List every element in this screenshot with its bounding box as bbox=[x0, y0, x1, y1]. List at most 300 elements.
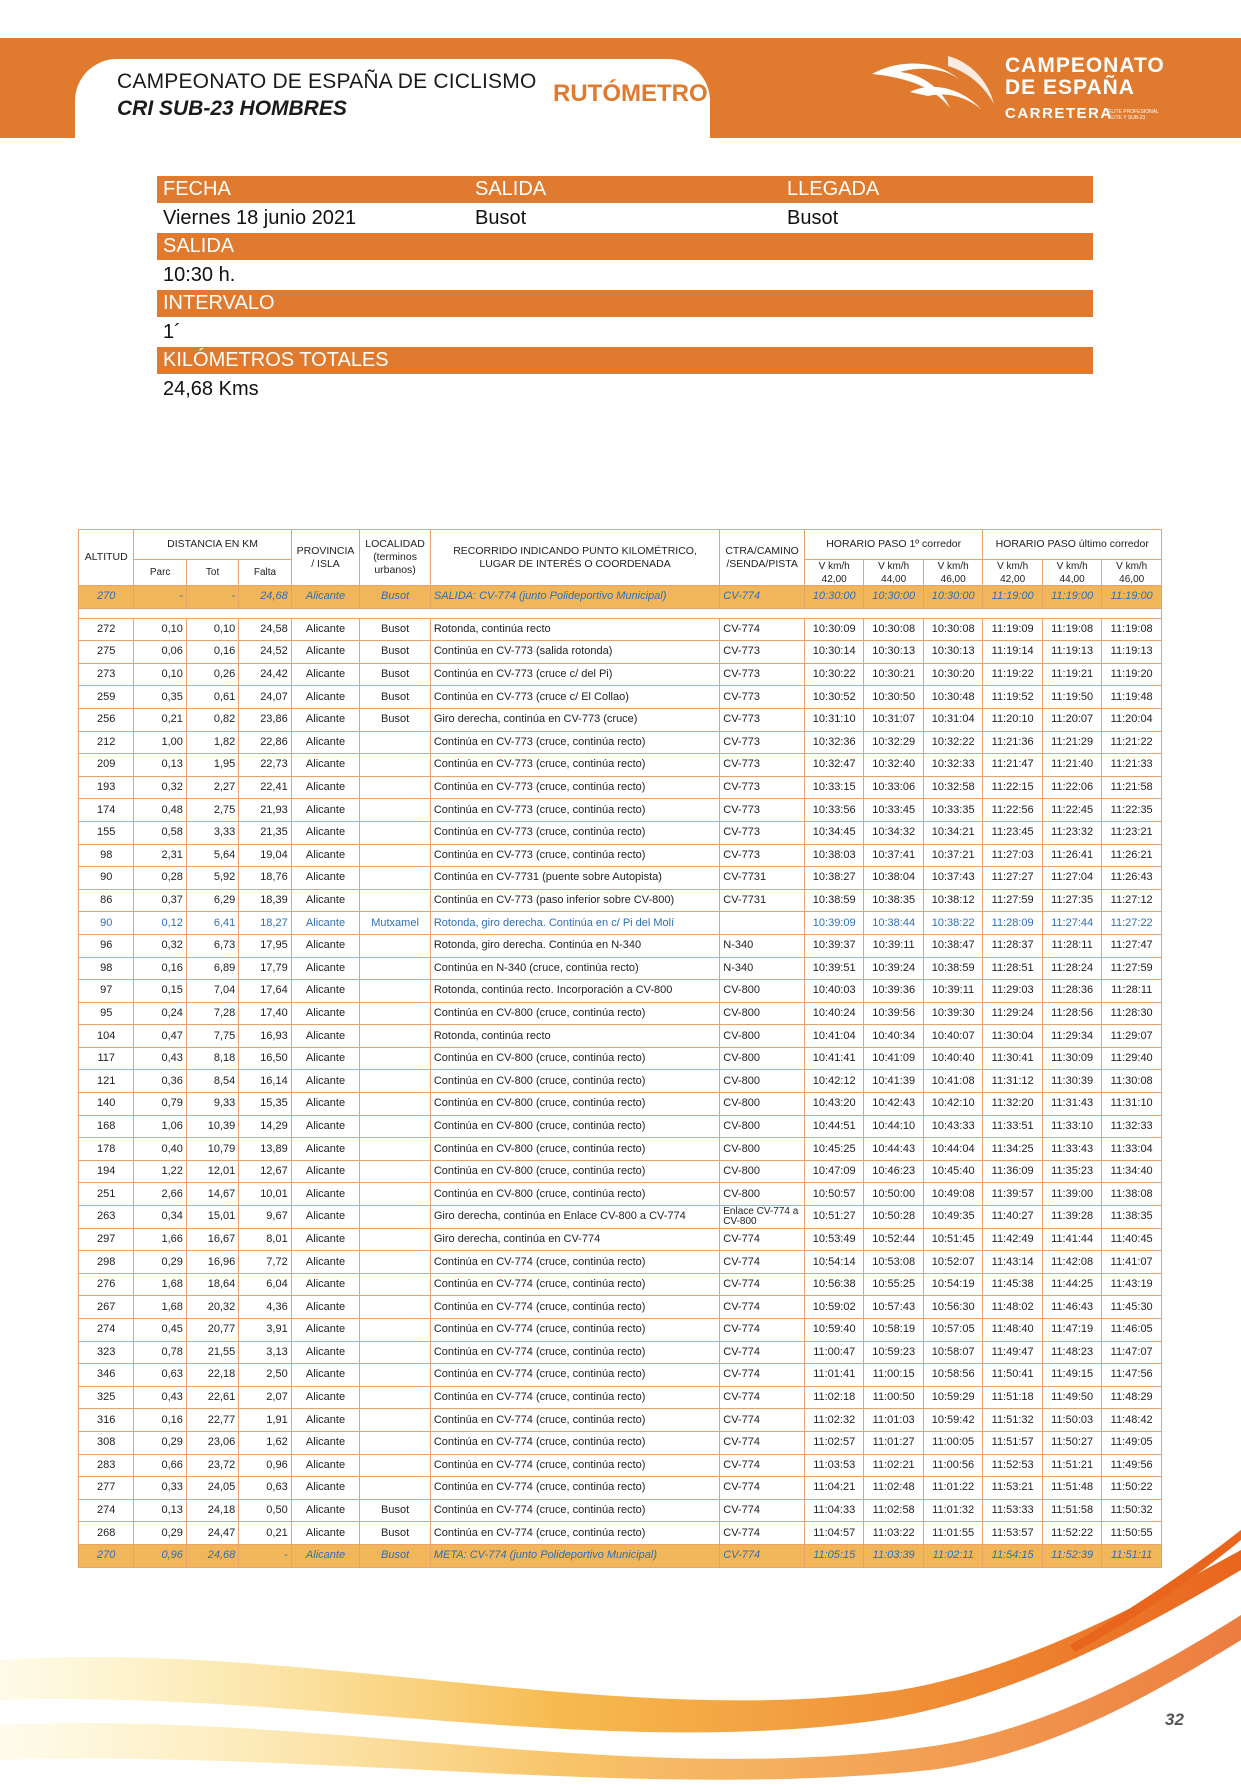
table-cell: 11:01:55 bbox=[923, 1522, 982, 1545]
table-cell: Alicante bbox=[291, 1273, 360, 1296]
table-cell bbox=[360, 1364, 431, 1387]
table-cell: 10:57:05 bbox=[923, 1319, 982, 1342]
table-cell: 11:51:21 bbox=[1042, 1454, 1101, 1477]
table-cell: 10:41:09 bbox=[864, 1047, 923, 1070]
table-cell: 251 bbox=[79, 1183, 134, 1206]
table-cell: Continúa en CV-800 (cruce, continúa recto) bbox=[430, 1138, 719, 1161]
table-cell: 10:45:25 bbox=[804, 1138, 863, 1161]
table-cell: 11:50:03 bbox=[1042, 1409, 1101, 1432]
table-cell: Alicante bbox=[291, 1070, 360, 1093]
table-cell: Continúa en CV-773 (cruce, continúa recto) bbox=[430, 799, 719, 822]
table-cell: 11:47:56 bbox=[1102, 1364, 1162, 1387]
table-cell: 10:34:45 bbox=[804, 821, 863, 844]
table-cell: 297 bbox=[79, 1228, 134, 1251]
table-cell: 11:23:32 bbox=[1042, 821, 1101, 844]
table-cell: 11:53:21 bbox=[983, 1477, 1042, 1500]
table-cell: 0,16 bbox=[134, 1409, 186, 1432]
table-cell: 11:27:59 bbox=[1102, 957, 1162, 980]
llegada-value: Busot bbox=[787, 207, 839, 229]
salida-label: SALIDA bbox=[475, 178, 547, 200]
table-cell: 11:21:58 bbox=[1102, 776, 1162, 799]
km-row bbox=[157, 374, 1093, 404]
table-cell: 263 bbox=[79, 1206, 134, 1229]
table-cell: Alicante bbox=[291, 1544, 360, 1567]
table-row bbox=[79, 1386, 1162, 1409]
table-cell: 11:30:08 bbox=[1102, 1070, 1162, 1093]
table-row bbox=[79, 1025, 1162, 1048]
table-cell: 22,18 bbox=[186, 1364, 238, 1387]
table-cell: 7,75 bbox=[186, 1025, 238, 1048]
table-cell: 11:48:42 bbox=[1102, 1409, 1162, 1432]
table-cell bbox=[360, 1431, 431, 1454]
page-number: 32 bbox=[1165, 1710, 1184, 1729]
table-cell bbox=[360, 1070, 431, 1093]
table-cell: Continúa en CV-800 (cruce, continúa recto) bbox=[430, 1115, 719, 1138]
table-cell bbox=[360, 821, 431, 844]
table-cell: CV-774 bbox=[720, 1364, 805, 1387]
table-cell: 11:02:58 bbox=[864, 1499, 923, 1522]
table-cell: 10:51:45 bbox=[923, 1228, 982, 1251]
table-cell: 0,29 bbox=[134, 1522, 186, 1545]
table-cell: 274 bbox=[79, 1499, 134, 1522]
table-cell: 0,34 bbox=[134, 1206, 186, 1229]
table-cell: Alicante bbox=[291, 618, 360, 641]
table-cell bbox=[360, 844, 431, 867]
table-cell: 10:30:00 bbox=[804, 586, 863, 609]
table-cell: 10:40:40 bbox=[923, 1047, 982, 1070]
table-cell bbox=[360, 1138, 431, 1161]
table-cell: CV-7731 bbox=[720, 889, 805, 912]
table-cell: 10:38:22 bbox=[923, 912, 982, 935]
table-cell: 117 bbox=[79, 1047, 134, 1070]
start-row bbox=[79, 586, 1162, 609]
table-cell: 11:26:43 bbox=[1102, 867, 1162, 890]
table-cell: 8,54 bbox=[186, 1070, 238, 1093]
table-row bbox=[79, 1047, 1162, 1070]
intervalo-label: INTERVALO bbox=[163, 292, 275, 314]
table-cell: 11:48:23 bbox=[1042, 1341, 1101, 1364]
table-cell: 256 bbox=[79, 708, 134, 731]
table-cell: 9,67 bbox=[239, 1206, 291, 1229]
table-cell: 11:49:47 bbox=[983, 1341, 1042, 1364]
table-cell: Continúa en CV-774 (cruce, continúa recto) bbox=[430, 1341, 719, 1364]
table-cell: 0,63 bbox=[134, 1364, 186, 1387]
table-cell: 2,07 bbox=[239, 1386, 291, 1409]
table-cell: 275 bbox=[79, 641, 134, 664]
table-cell: 24,52 bbox=[239, 641, 291, 664]
table-cell: 24,18 bbox=[186, 1499, 238, 1522]
table-cell: 268 bbox=[79, 1522, 134, 1545]
table-cell: 0,24 bbox=[134, 1002, 186, 1025]
table-cell bbox=[360, 731, 431, 754]
table-cell bbox=[360, 934, 431, 957]
table-cell: CV-774 bbox=[720, 618, 805, 641]
table-cell: 10:32:33 bbox=[923, 754, 982, 777]
table-cell bbox=[360, 1319, 431, 1342]
speed-value: 42,00 bbox=[804, 574, 863, 586]
table-cell: 11:29:40 bbox=[1102, 1047, 1162, 1070]
table-cell: 12,67 bbox=[239, 1160, 291, 1183]
table-cell: 6,73 bbox=[186, 934, 238, 957]
table-cell: 10:39:11 bbox=[923, 980, 982, 1003]
table-cell: Continúa en CV-800 (cruce, continúa recto) bbox=[430, 1093, 719, 1116]
table-cell: 11:01:27 bbox=[864, 1431, 923, 1454]
table-cell: 10:56:30 bbox=[923, 1296, 982, 1319]
table-cell: 10:30:09 bbox=[804, 618, 863, 641]
table-cell: 11:27:27 bbox=[983, 867, 1042, 890]
table-cell: Busot bbox=[360, 641, 431, 664]
table-cell: Alicante bbox=[291, 844, 360, 867]
table-cell: 11:40:45 bbox=[1102, 1228, 1162, 1251]
table-cell: 11:35:23 bbox=[1042, 1160, 1101, 1183]
table-row bbox=[79, 799, 1162, 822]
table-cell: 17,64 bbox=[239, 980, 291, 1003]
table-cell: CV-800 bbox=[720, 1160, 805, 1183]
table-cell: 11:19:08 bbox=[1042, 618, 1101, 641]
table-cell bbox=[360, 1251, 431, 1274]
table-cell: Continúa en CV-773 (cruce, continúa recto) bbox=[430, 754, 719, 777]
table-cell: 11:19:20 bbox=[1102, 663, 1162, 686]
km-value: 24,68 Kms bbox=[163, 378, 259, 400]
table-cell: Continúa en CV-774 (cruce, continúa recto) bbox=[430, 1364, 719, 1387]
table-cell: 11:32:20 bbox=[983, 1093, 1042, 1116]
table-cell: 0,21 bbox=[134, 708, 186, 731]
table-cell: 11:51:18 bbox=[983, 1386, 1042, 1409]
intervalo-row bbox=[157, 317, 1093, 347]
table-cell: 11:28:37 bbox=[983, 934, 1042, 957]
table-cell: N-340 bbox=[720, 934, 805, 957]
table-cell: Continúa en CV-800 (cruce, continúa recto) bbox=[430, 1183, 719, 1206]
table-cell: 11:28:36 bbox=[1042, 980, 1101, 1003]
table-cell: 10:39:56 bbox=[864, 1002, 923, 1025]
table-cell: 10:32:58 bbox=[923, 776, 982, 799]
table-cell: 11:54:15 bbox=[983, 1544, 1042, 1567]
table-cell: 86 bbox=[79, 889, 134, 912]
table-cell: 10:38:04 bbox=[864, 867, 923, 890]
table-cell: 11:28:11 bbox=[1102, 980, 1162, 1003]
table-cell: 316 bbox=[79, 1409, 134, 1432]
table-cell: 11:53:57 bbox=[983, 1522, 1042, 1545]
table-cell: N-340 bbox=[720, 957, 805, 980]
table-cell: 7,28 bbox=[186, 1002, 238, 1025]
table-cell: 5,92 bbox=[186, 867, 238, 890]
table-cell: 6,41 bbox=[186, 912, 238, 935]
table-cell: 10:44:10 bbox=[864, 1115, 923, 1138]
table-cell: 6,29 bbox=[186, 889, 238, 912]
vkmh-label: V km/h bbox=[1102, 560, 1162, 574]
table-cell: 11:00:47 bbox=[804, 1341, 863, 1364]
table-cell: 11:30:09 bbox=[1042, 1047, 1101, 1070]
table-cell: 10:45:40 bbox=[923, 1160, 982, 1183]
table-cell: 11:21:40 bbox=[1042, 754, 1101, 777]
table-cell: 11:02:48 bbox=[864, 1477, 923, 1500]
table-cell: 10:59:40 bbox=[804, 1319, 863, 1342]
table-cell: 11:01:41 bbox=[804, 1364, 863, 1387]
intervalo-value: 1´ bbox=[163, 321, 181, 343]
table-cell: 276 bbox=[79, 1273, 134, 1296]
table-cell: 0,21 bbox=[239, 1522, 291, 1545]
table-cell: 0,28 bbox=[134, 867, 186, 890]
table-cell: Rotonda, continúa recto bbox=[430, 618, 719, 641]
table-cell: 11:19:21 bbox=[1042, 663, 1101, 686]
table-cell: 11:26:41 bbox=[1042, 844, 1101, 867]
table-cell: 15,01 bbox=[186, 1206, 238, 1229]
table-cell: 10:32:22 bbox=[923, 731, 982, 754]
table-cell: 11:51:58 bbox=[1042, 1499, 1101, 1522]
table-cell: Enlace CV-774 a CV-800 bbox=[720, 1206, 805, 1229]
col-tot: Tot bbox=[186, 560, 238, 586]
table-cell: 10:44:04 bbox=[923, 1138, 982, 1161]
table-cell: CV-774 bbox=[720, 1319, 805, 1342]
table-cell: 168 bbox=[79, 1115, 134, 1138]
table-cell: 10:38:59 bbox=[804, 889, 863, 912]
table-cell: 11:33:43 bbox=[1042, 1138, 1101, 1161]
table-cell: 10:30:00 bbox=[923, 586, 982, 609]
table-cell: 10:33:35 bbox=[923, 799, 982, 822]
table-cell: 10:30:08 bbox=[923, 618, 982, 641]
table-cell: 10:49:08 bbox=[923, 1183, 982, 1206]
table-cell: 11:48:02 bbox=[983, 1296, 1042, 1319]
table-cell: CV-800 bbox=[720, 1002, 805, 1025]
table-cell: Alicante bbox=[291, 912, 360, 935]
table-cell: 11:19:08 bbox=[1102, 618, 1162, 641]
table-cell: 10:42:12 bbox=[804, 1070, 863, 1093]
table-cell: 10:51:27 bbox=[804, 1206, 863, 1229]
table-row bbox=[79, 912, 1162, 935]
table-cell: 11:38:08 bbox=[1102, 1183, 1162, 1206]
table-cell: 10:40:24 bbox=[804, 1002, 863, 1025]
table-cell: 178 bbox=[79, 1138, 134, 1161]
table-cell: 10:44:43 bbox=[864, 1138, 923, 1161]
table-cell: 11:34:40 bbox=[1102, 1160, 1162, 1183]
table-cell: 11:27:47 bbox=[1102, 934, 1162, 957]
table-cell: Continúa en CV-773 (cruce, continúa recto) bbox=[430, 821, 719, 844]
table-cell: 194 bbox=[79, 1160, 134, 1183]
table-cell: 11:19:50 bbox=[1042, 686, 1101, 709]
table-cell: 11:21:22 bbox=[1102, 731, 1162, 754]
table-cell: 11:21:29 bbox=[1042, 731, 1101, 754]
table-cell: 12,01 bbox=[186, 1160, 238, 1183]
table-cell: 10:33:15 bbox=[804, 776, 863, 799]
table-row bbox=[79, 1431, 1162, 1454]
table-cell: 10:30:20 bbox=[923, 663, 982, 686]
table-cell: 17,79 bbox=[239, 957, 291, 980]
table-cell: 24,05 bbox=[186, 1477, 238, 1500]
table-cell: 0,96 bbox=[134, 1544, 186, 1567]
table-cell: 10:39:51 bbox=[804, 957, 863, 980]
table-cell: 308 bbox=[79, 1431, 134, 1454]
table-cell: 11:31:12 bbox=[983, 1070, 1042, 1093]
table-cell: 7,04 bbox=[186, 980, 238, 1003]
table-cell: 11:36:09 bbox=[983, 1160, 1042, 1183]
route-table bbox=[78, 529, 1162, 1568]
table-cell: 11:31:43 bbox=[1042, 1093, 1101, 1116]
table-cell: Rotonda, continúa recto bbox=[430, 1025, 719, 1048]
table-cell: 0,10 bbox=[134, 663, 186, 686]
table-cell: 11:52:39 bbox=[1042, 1544, 1101, 1567]
table-cell: 273 bbox=[79, 663, 134, 686]
table-cell: 11:21:36 bbox=[983, 731, 1042, 754]
table-row bbox=[79, 708, 1162, 731]
table-cell: 11:22:35 bbox=[1102, 799, 1162, 822]
table-cell: 11:29:03 bbox=[983, 980, 1042, 1003]
table-cell: CV-774 bbox=[720, 1409, 805, 1432]
table-cell: 11:19:13 bbox=[1102, 641, 1162, 664]
table-cell: 96 bbox=[79, 934, 134, 957]
table-cell: 0,63 bbox=[239, 1477, 291, 1500]
logo-text-small: ÉLITE PROFESIONAL ÉLITE Y SUB-23 bbox=[1108, 109, 1159, 121]
table-cell: 24,47 bbox=[186, 1522, 238, 1545]
table-cell: 11:02:11 bbox=[923, 1544, 982, 1567]
table-cell: Continúa en CV-774 (cruce, continúa recto) bbox=[430, 1522, 719, 1545]
table-cell: 11:39:00 bbox=[1042, 1183, 1101, 1206]
table-cell: 11:19:48 bbox=[1102, 686, 1162, 709]
table-cell: CV-800 bbox=[720, 1183, 805, 1206]
table-cell bbox=[360, 1409, 431, 1432]
table-row bbox=[79, 1206, 1162, 1229]
table-row bbox=[79, 641, 1162, 664]
table-cell: 2,50 bbox=[239, 1364, 291, 1387]
table-cell: 11:48:29 bbox=[1102, 1386, 1162, 1409]
table-cell: 11:47:07 bbox=[1102, 1341, 1162, 1364]
table-cell: SALIDA: CV-774 (junto Polideportivo Municipal) bbox=[430, 586, 719, 609]
table-cell: Alicante bbox=[291, 1341, 360, 1364]
table-cell: 10:54:14 bbox=[804, 1251, 863, 1274]
table-cell: 11:02:21 bbox=[864, 1454, 923, 1477]
table-cell: 11:30:41 bbox=[983, 1047, 1042, 1070]
table-cell: 23,72 bbox=[186, 1454, 238, 1477]
table-cell: 10:59:02 bbox=[804, 1296, 863, 1319]
table-row bbox=[79, 980, 1162, 1003]
table-cell: 11:33:51 bbox=[983, 1115, 1042, 1138]
table-cell: Alicante bbox=[291, 686, 360, 709]
table-cell: 11:28:24 bbox=[1042, 957, 1101, 980]
table-cell: CV-773 bbox=[720, 754, 805, 777]
table-row bbox=[79, 1115, 1162, 1138]
table-cell: 11:39:28 bbox=[1042, 1206, 1101, 1229]
speed-value: 44,00 bbox=[1042, 574, 1101, 586]
table-cell: 11:19:00 bbox=[1102, 586, 1162, 609]
table-cell: 3,33 bbox=[186, 821, 238, 844]
hora-value: 10:30 h. bbox=[163, 264, 236, 286]
table-cell: Continúa en CV-773 (cruce, continúa recto) bbox=[430, 844, 719, 867]
table-cell: 11:31:10 bbox=[1102, 1093, 1162, 1116]
col-horario-ultimo: HORARIO PASO último corredor bbox=[983, 530, 1162, 560]
table-cell: 10:40:07 bbox=[923, 1025, 982, 1048]
table-cell: 98 bbox=[79, 844, 134, 867]
table-cell: Alicante bbox=[291, 1499, 360, 1522]
table-row bbox=[79, 889, 1162, 912]
table-cell: CV-774 bbox=[720, 1296, 805, 1319]
table-cell: 0,50 bbox=[239, 1499, 291, 1522]
table-cell: 121 bbox=[79, 1070, 134, 1093]
table-cell: 10:39:36 bbox=[864, 980, 923, 1003]
table-row bbox=[79, 686, 1162, 709]
hora-row bbox=[157, 260, 1093, 290]
table-cell: 2,66 bbox=[134, 1183, 186, 1206]
table-cell: 18,64 bbox=[186, 1273, 238, 1296]
table-cell: 11:26:21 bbox=[1102, 844, 1162, 867]
table-cell: 10:57:43 bbox=[864, 1296, 923, 1319]
table-cell bbox=[360, 957, 431, 980]
table-cell: 90 bbox=[79, 867, 134, 890]
table-cell bbox=[360, 1160, 431, 1183]
table-cell: 11:29:34 bbox=[1042, 1025, 1101, 1048]
table-cell: 209 bbox=[79, 754, 134, 777]
table-row bbox=[79, 1319, 1162, 1342]
table-cell: 0,78 bbox=[134, 1341, 186, 1364]
table-cell: 10:32:29 bbox=[864, 731, 923, 754]
table-cell: 11:04:57 bbox=[804, 1522, 863, 1545]
table-cell: 21,35 bbox=[239, 821, 291, 844]
table-cell: 11:00:50 bbox=[864, 1386, 923, 1409]
table-cell: CV-774 bbox=[720, 586, 805, 609]
table-cell: 8,01 bbox=[239, 1228, 291, 1251]
table-cell: 140 bbox=[79, 1093, 134, 1116]
table-cell: 11:02:18 bbox=[804, 1386, 863, 1409]
table-cell: META: CV-774 (junto Polideportivo Municipal) bbox=[430, 1544, 719, 1567]
table-cell: 11:49:15 bbox=[1042, 1364, 1101, 1387]
table-cell: 13,89 bbox=[239, 1138, 291, 1161]
fecha-label: FECHA bbox=[163, 178, 231, 200]
table-cell: 10:38:47 bbox=[923, 934, 982, 957]
table-cell: 10:53:08 bbox=[864, 1251, 923, 1274]
table-cell: 10:30:08 bbox=[864, 618, 923, 641]
spacer-cell bbox=[79, 608, 1162, 618]
table-cell: CV-773 bbox=[720, 731, 805, 754]
table-cell: CV-774 bbox=[720, 1431, 805, 1454]
table-cell: 95 bbox=[79, 1002, 134, 1025]
table-cell: Alicante bbox=[291, 1364, 360, 1387]
table-cell: 11:30:04 bbox=[983, 1025, 1042, 1048]
table-cell: 10:30:13 bbox=[923, 641, 982, 664]
table-cell: 11:38:35 bbox=[1102, 1206, 1162, 1229]
table-cell: Alicante bbox=[291, 934, 360, 957]
table-cell: 17,40 bbox=[239, 1002, 291, 1025]
table-cell: - bbox=[134, 586, 186, 609]
table-cell: CV-774 bbox=[720, 1544, 805, 1567]
table-cell: 15,35 bbox=[239, 1093, 291, 1116]
table-cell: 90 bbox=[79, 912, 134, 935]
table-cell: 11:19:00 bbox=[1042, 586, 1101, 609]
table-cell bbox=[360, 867, 431, 890]
table-cell: 10:37:43 bbox=[923, 867, 982, 890]
table-cell: 11:51:11 bbox=[1102, 1544, 1162, 1567]
table-cell: 16,67 bbox=[186, 1228, 238, 1251]
hora-header bbox=[157, 233, 1093, 260]
table-cell bbox=[360, 1273, 431, 1296]
table-cell: 11:40:27 bbox=[983, 1206, 1042, 1229]
table-cell: 11:53:33 bbox=[983, 1499, 1042, 1522]
table-cell: Alicante bbox=[291, 957, 360, 980]
table-cell: 11:22:56 bbox=[983, 799, 1042, 822]
table-cell: 0,79 bbox=[134, 1093, 186, 1116]
table-cell: 1,82 bbox=[186, 731, 238, 754]
table-cell: 323 bbox=[79, 1341, 134, 1364]
table-cell: 11:02:32 bbox=[804, 1409, 863, 1432]
table-cell: 11:28:56 bbox=[1042, 1002, 1101, 1025]
table-cell: 10:34:32 bbox=[864, 821, 923, 844]
table-cell: Continúa en CV-7731 (puente sobre Autopista) bbox=[430, 867, 719, 890]
table-cell: 1,00 bbox=[134, 731, 186, 754]
table-cell: 11:48:40 bbox=[983, 1319, 1042, 1342]
table-cell: 17,95 bbox=[239, 934, 291, 957]
table-cell: 11:27:03 bbox=[983, 844, 1042, 867]
table-cell: 1,95 bbox=[186, 754, 238, 777]
table-cell: 270 bbox=[79, 1544, 134, 1567]
table-cell: 10:38:59 bbox=[923, 957, 982, 980]
table-cell: 10:39:11 bbox=[864, 934, 923, 957]
